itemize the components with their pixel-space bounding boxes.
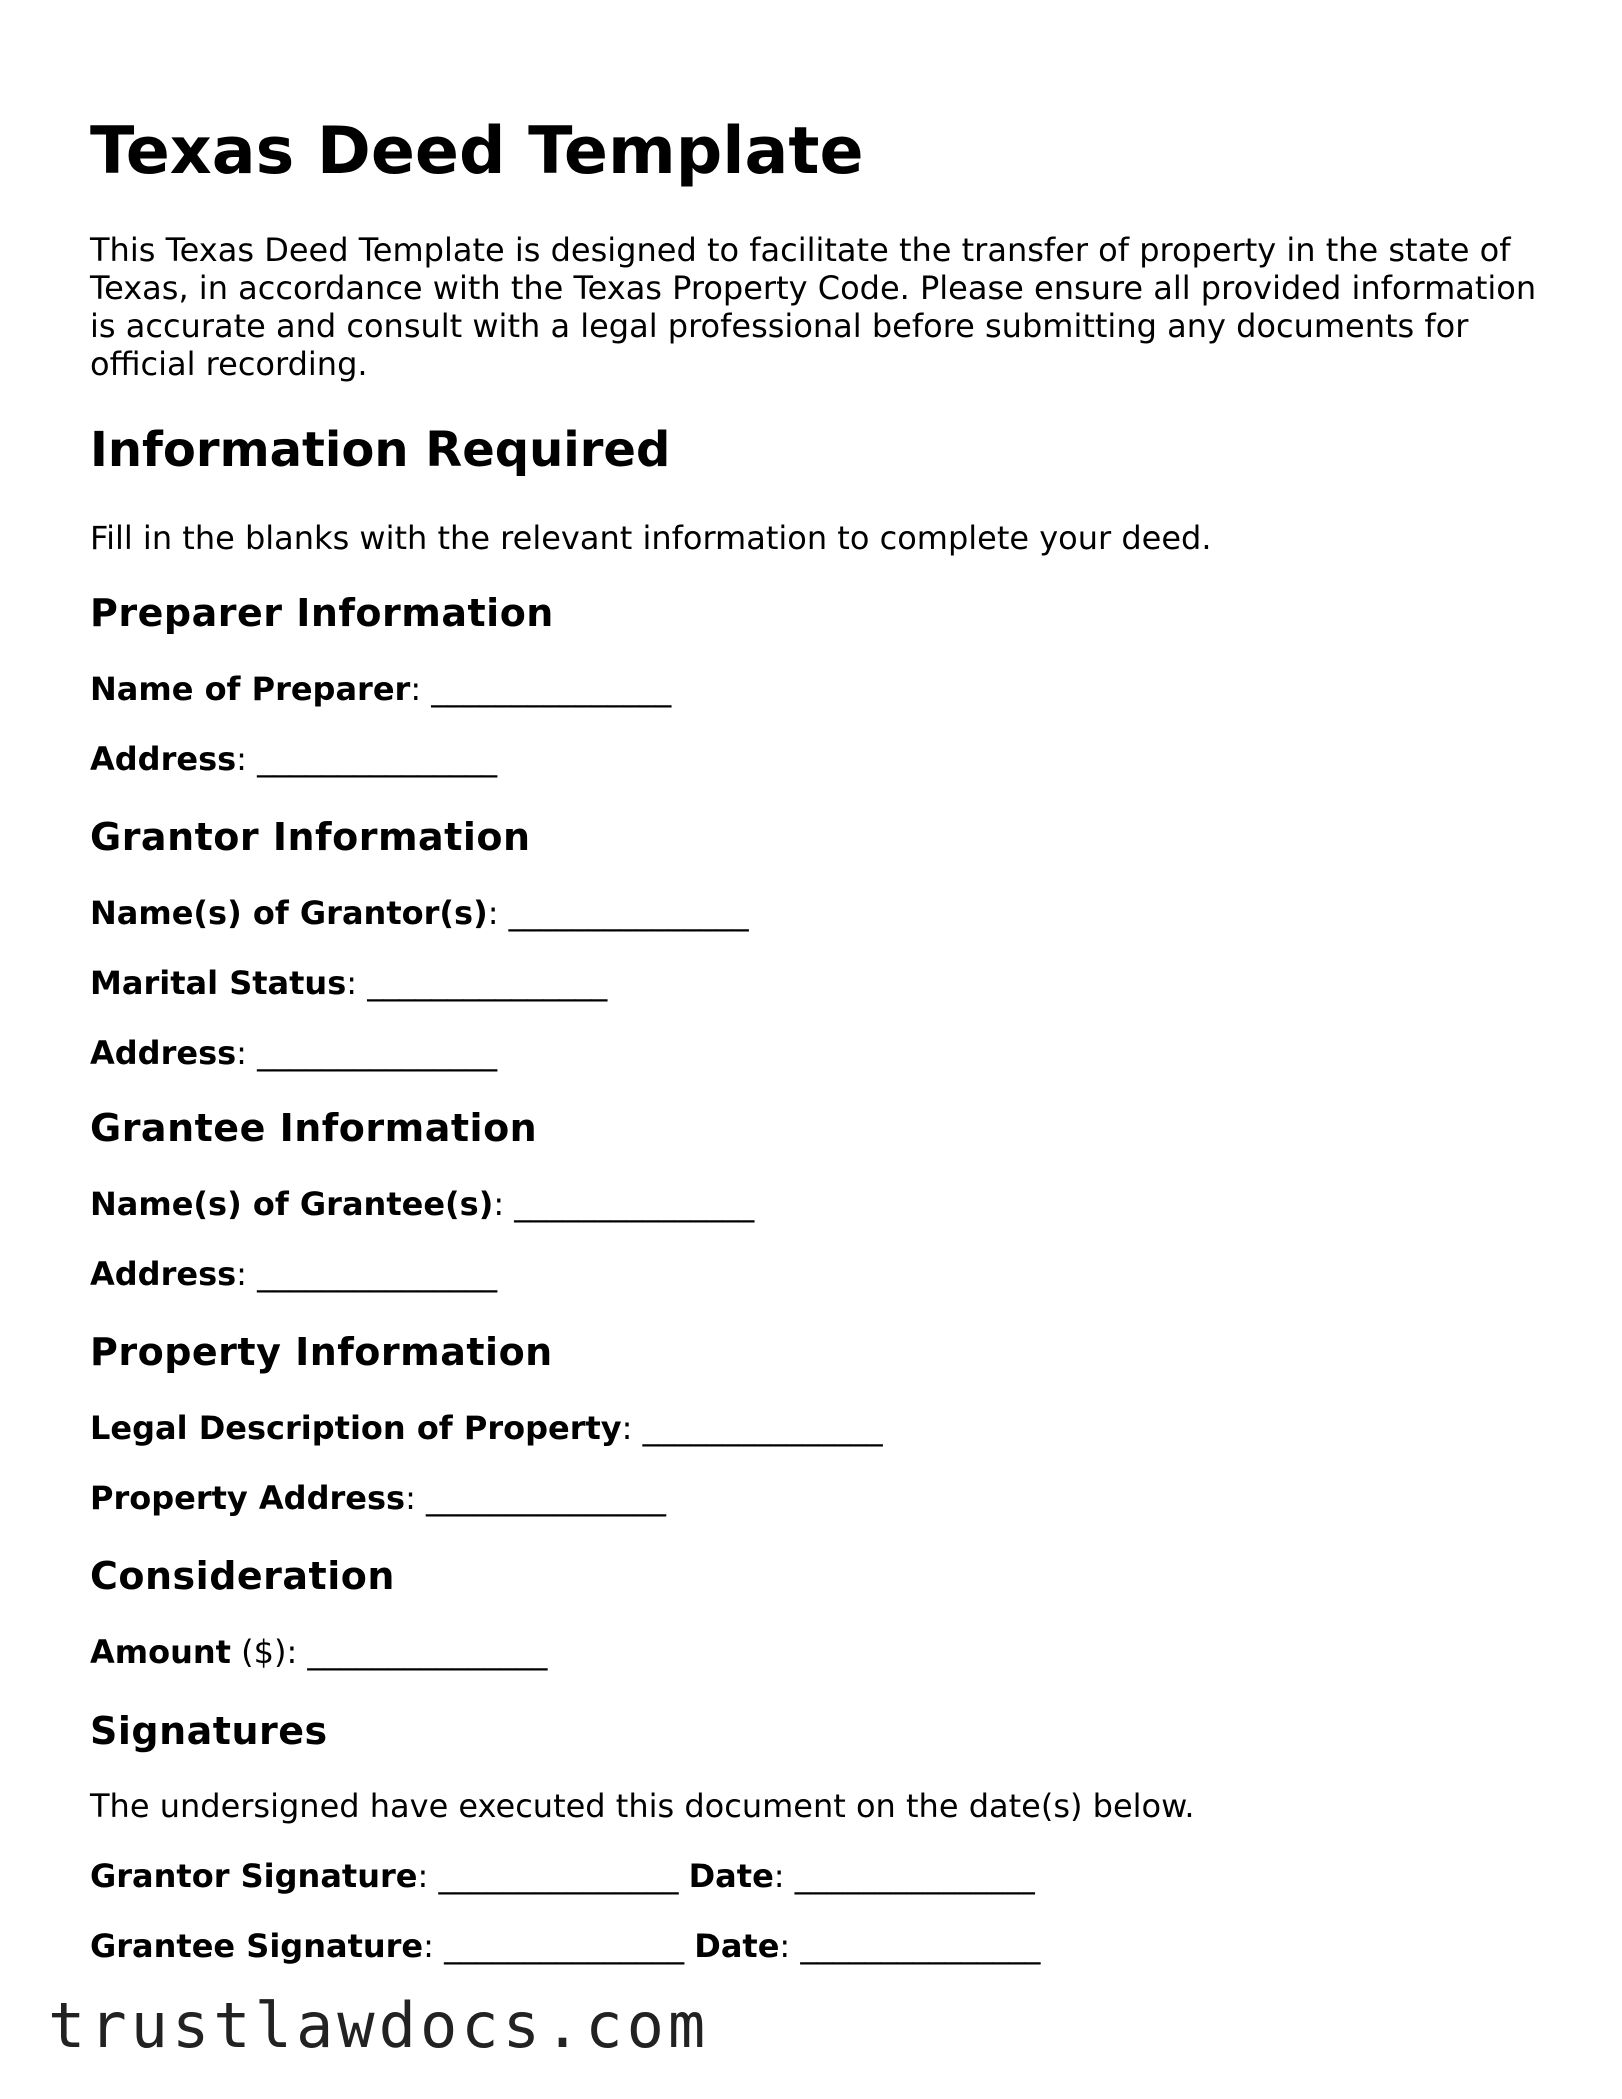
site-watermark: trustlawdocs.com [48, 1989, 710, 2062]
field-label: Address [90, 1255, 237, 1293]
preparer-address-blank[interactable]: _______________ [257, 740, 498, 778]
field-label: Marital Status [90, 964, 347, 1002]
intro-paragraph: This Texas Deed Template is designed to facilitate the transfer of property in the state of Texas, in accordance with the Texas Property Code. Please ensure all provided information is accurate and consult with a legal professional before submitting any documents for official recording. [90, 231, 1537, 383]
grantor-names-blank[interactable]: _______________ [508, 894, 749, 932]
grantee-names-blank[interactable]: _______________ [514, 1185, 755, 1223]
amount-unit: ($) [241, 1633, 287, 1671]
field-label: Address [90, 1034, 237, 1072]
field-grantor-names: Name(s) of Grantor(s): _______________ [90, 894, 749, 932]
amount-blank[interactable]: _______________ [307, 1633, 548, 1671]
property-address-blank[interactable]: _______________ [426, 1479, 667, 1517]
grantee-date-blank[interactable]: _______________ [800, 1927, 1041, 1965]
grantor-signature-blank[interactable]: _______________ [438, 1857, 679, 1895]
grantor-date-blank[interactable]: _______________ [794, 1857, 1035, 1895]
property-heading: Property Information [90, 1330, 553, 1374]
field-preparer-name: Name of Preparer: _______________ [90, 670, 672, 708]
info-text: Fill in the blanks with the relevant information to complete your deed. [90, 519, 1212, 557]
marital-status-blank[interactable]: _______________ [367, 964, 608, 1002]
field-grantee-signature: Grantee Signature: _______________ Date: _______________ [90, 1927, 1041, 1965]
field-legal-description: Legal Description of Property: _______________ [90, 1409, 883, 1447]
field-grantor-address: Address: _______________ [90, 1034, 498, 1072]
field-label: Property Address [90, 1479, 406, 1517]
signatures-heading: Signatures [90, 1709, 328, 1753]
info-heading: Information Required [90, 422, 671, 478]
grantee-address-blank[interactable]: _______________ [257, 1255, 498, 1293]
preparer-heading: Preparer Information [90, 591, 554, 635]
preparer-name-blank[interactable]: _______________ [431, 670, 672, 708]
field-label: Amount [90, 1633, 231, 1671]
field-label: Grantee Signature [90, 1927, 424, 1965]
field-label: Legal Description of Property [90, 1409, 622, 1447]
legal-description-blank[interactable]: _______________ [642, 1409, 883, 1447]
grantor-heading: Grantor Information [90, 815, 531, 859]
field-label: Name(s) of Grantor(s) [90, 894, 488, 932]
field-grantee-names: Name(s) of Grantee(s): _______________ [90, 1185, 755, 1223]
field-preparer-address: Address: _______________ [90, 740, 498, 778]
grantee-heading: Grantee Information [90, 1106, 538, 1150]
signatures-text: The undersigned have executed this document on the date(s) below. [90, 1787, 1195, 1825]
grantee-signature-blank[interactable]: _______________ [444, 1927, 685, 1965]
grantor-address-blank[interactable]: _______________ [257, 1034, 498, 1072]
consideration-heading: Consideration [90, 1554, 395, 1598]
field-property-address: Property Address: _______________ [90, 1479, 667, 1517]
field-grantee-address: Address: _______________ [90, 1255, 498, 1293]
field-amount: Amount ($): _______________ [90, 1633, 548, 1671]
field-label: Address [90, 740, 237, 778]
field-grantor-signature: Grantor Signature: _______________ Date: _______________ [90, 1857, 1035, 1895]
field-label: Grantor Signature [90, 1857, 418, 1895]
page-title: Texas Deed Template [90, 114, 864, 189]
field-marital-status: Marital Status: _______________ [90, 964, 608, 1002]
date-label: Date [694, 1927, 780, 1965]
field-label: Name of Preparer [90, 670, 411, 708]
field-label: Name(s) of Grantee(s) [90, 1185, 494, 1223]
date-label: Date [688, 1857, 774, 1895]
